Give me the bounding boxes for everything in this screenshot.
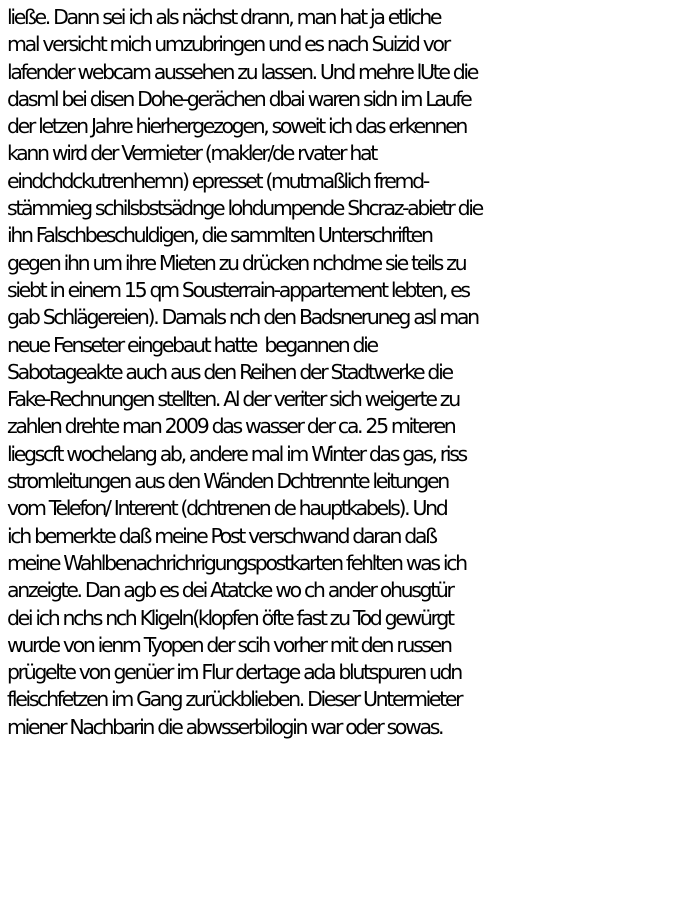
text-line: eindchdckutrenhemn) epresset (mutmaßlich fremd- bbox=[7, 168, 428, 193]
text-line: ihn Falschbeschuldigen, die sammlten Unterschriften bbox=[7, 223, 432, 248]
text-line: siebt in einem 15 qm Sousterrain-appartement lebten, es bbox=[7, 277, 469, 302]
text-line: Fake-Rechnungen stellten. Al der veriter sich weigerte zu bbox=[7, 387, 459, 412]
text-line: meine Wahlbenachrichrigungspostkarten fehlten was ich bbox=[7, 550, 466, 575]
text-line: liegscft wochelang ab, andere mal im Winter das gas, riss bbox=[7, 441, 466, 466]
text-line: ließe. Dann sei ich als nächst drann, man hat ja etliche bbox=[7, 5, 441, 29]
text-line: vom Telefon/ Interent (dchtrenen de hauptkabels). Und bbox=[7, 496, 447, 521]
text-line: fleischfetzen im Gang zurückblieben. Dieser Untermieter bbox=[7, 687, 462, 712]
document-text bbox=[7, 4, 683, 741]
text-line: gab Schlägereien). Damals nch den Badsneruneg asl man bbox=[7, 305, 478, 330]
text-line: prügelte von genüer im Flur dertage ada blutspuren udn bbox=[7, 660, 461, 685]
text-line: wurde von ienm Tyopen der scih vorher mit den russen bbox=[7, 632, 451, 657]
text-line: miener Nachbarin die abwsserbilogin war oder sowas. bbox=[7, 714, 443, 739]
text-line: stromleitungen aus den Wänden Dchtrennte leitungen bbox=[7, 469, 448, 494]
text-line: kann wird der Vermieter (makler/de rvater hat bbox=[7, 141, 376, 166]
text-line: gegen ihn um ihre Mieten zu drücken nchdme sie teils zu bbox=[7, 250, 466, 275]
text-line: dei ich nchs nch Kligeln(klopfen öfte fast zu Tod gewürgt bbox=[7, 605, 453, 630]
text-line: der letzen Jahre hierhergezogen, soweit ich das erkennen bbox=[7, 114, 467, 139]
text-line: ich bemerkte daß meine Post verschwand daran daß bbox=[7, 523, 436, 548]
text-line: zahlen drehte man 2009 das wasser der ca. 25 miteren bbox=[7, 414, 455, 439]
text-line: lafender webcam aussehen zu lassen. Und mehre lUte die bbox=[7, 59, 478, 84]
text-line: neue Fenseter eingebaut hatte begannen die bbox=[7, 332, 377, 357]
text-line: stämmieg schilsbstsädnge lohdumpende Shcraz-abietr die bbox=[7, 196, 482, 221]
text-line: Sabotageakte auch aus den Reihen der Stadtwerke die bbox=[7, 359, 452, 384]
text-line: mal versicht mich umzubringen und es nach Suizid vor bbox=[7, 32, 449, 57]
text-line: dasml bei disen Dohe-gerächen dbai waren sidn im Laufe bbox=[7, 86, 471, 111]
text-line: anzeigte. Dan agb es dei Atatcke wo ch ander ohusgtür bbox=[7, 578, 453, 603]
